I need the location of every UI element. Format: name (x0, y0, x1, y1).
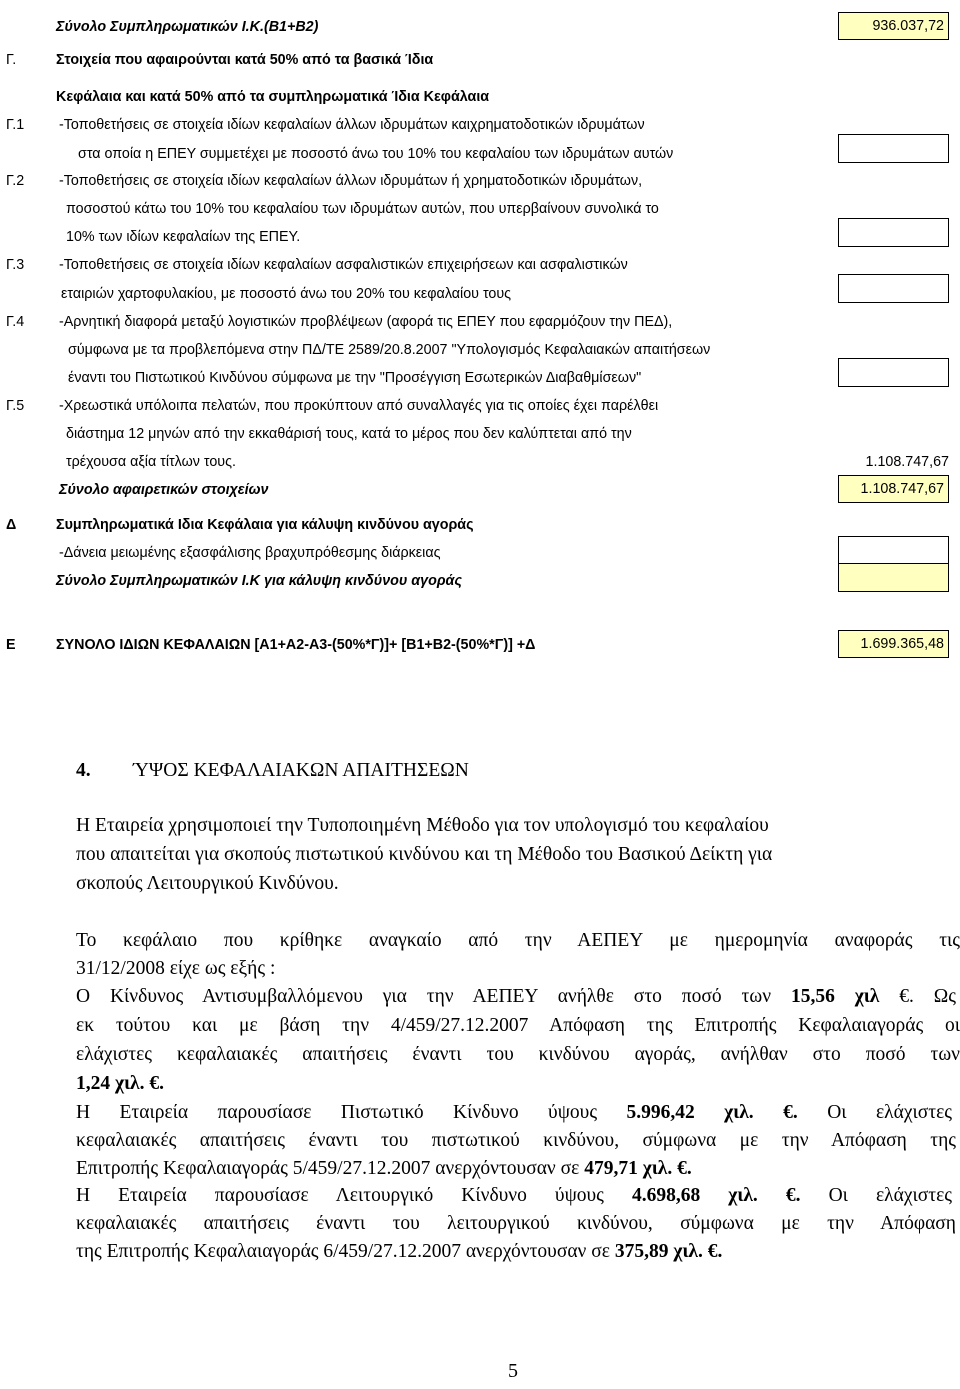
g1-code: Γ.1 (6, 117, 25, 133)
market-risk-line1: εκ τούτου και με βάση την 4/459/27.12.2007 Απόφαση της Επιτροπής Κεφαλαιαγοράς οι (76, 1015, 960, 1036)
credit-risk-text: Ο Κίνδυνος Αντισυμβαλλόμενου για την ΑΕΠΕΥ ανήλθε στο ποσό των (76, 986, 791, 1007)
section-d-code: Δ (6, 517, 17, 533)
op-risk-line1 (76, 1182, 952, 1210)
g5-code: Γ.5 (6, 398, 25, 414)
g2-line2: ποσοστού κάτω του 10% του κεφαλαίου των ιδρυμάτων αυτών, που υπερβαίνουν συνολικά το (66, 201, 659, 217)
g4-line3: έναντι του Πιστωτικού Κινδύνου σύμφωνα με την "Προσέγγιση Εσωτερικών Διαβαθμίσεων" (68, 370, 642, 386)
section-e-value: 1.699.365,48 (838, 630, 949, 658)
total-supplementary-label: Σύνολο Συμπληρωματικών Ι.Κ.(Β1+Β2) (56, 19, 319, 35)
g5-line2: διάστημα 12 μηνών από την εκκαθάρισή τους, κατά το μέρος που δεν καλύπτεται από την (66, 426, 632, 442)
credit-risk-post: €. Ως (899, 986, 957, 1007)
op-risk-amount: 4.698,68 χιλ. €. (631, 1185, 801, 1206)
g2-line3: 10% των ιδίων κεφαλαίων της ΕΠΕΥ. (66, 229, 301, 245)
op-risk-requirement: 375,89 χιλ. €. (614, 1241, 723, 1262)
section-d-total-label: Σύνολο Συμπληρωματικών Ι.Κ για κάλυψη κινδύνου αγοράς (56, 573, 462, 589)
section-d-title: Συμπληρωματικά Ιδια Κεφάλαια για κάλυψη κινδύνου αγοράς (56, 517, 474, 533)
g3-line2: εταιριών χαρτοφυλακίου, με ποσοστό άνω του 20% του κεφαλαίου τους (61, 286, 512, 302)
credit-risk-line (76, 983, 956, 1011)
total-deductions-label: Σύνολο αφαιρετικών στοιχείων (59, 482, 269, 498)
section4-number: 4. (76, 760, 91, 781)
g2-line1: -Τοποθετήσεις σε στοιχεία ιδίων κεφαλαίων άλλων ιδρυμάτων ή χρηματοδοτικών ιδρυμάτων, (59, 173, 643, 189)
op-risk-post: Οι ελάχιστες (800, 1185, 952, 1206)
section-d-loans: -Δάνεια μειωμένης εξασφάλισης βραχυπρόθεσμης διάρκειας (59, 545, 441, 561)
credit-capital-line3-text: Επιτροπής Κεφαλαιαγοράς 5/459/27.12.2007 ανερχόντουσαν σε (76, 1158, 585, 1179)
section-d-loans-cell (838, 536, 949, 565)
section4-heading: ΎΨΟΣ ΚΕΦΑΛΑΙΑΚΩΝ ΑΠΑΙΤΗΣΕΩΝ (133, 760, 469, 781)
section-d-total-cell (838, 563, 949, 592)
op-risk-line3-text: της Επιτροπής Κεφαλαιαγοράς 6/459/27.12.2007 ανερχόντουσαν σε (76, 1241, 615, 1262)
section-g-code: Γ. (6, 52, 17, 68)
para2-line2: 31/12/2008 είχε ως εξής : (76, 958, 276, 979)
g2-value-cell (838, 218, 949, 247)
g4-value-cell (838, 358, 949, 387)
op-risk-line2: κεφαλαιακές απαιτήσεις έναντι του λειτουργικού κινδύνου, σύμφωνα με την Απόφαση (76, 1213, 956, 1234)
para1-line3: σκοπούς Λειτουργικού Κινδύνου. (76, 873, 339, 894)
credit-capital-post: Οι ελάχιστες (797, 1102, 952, 1123)
g4-line2: σύμφωνα με τα προβλεπόμενα στην ΠΔ/ΤΕ 2589/20.8.2007 "Υπολογισμός Κεφαλαιακών απαιτήσεων (68, 342, 711, 358)
credit-capital-requirement: 479,71 χιλ. €. (584, 1158, 692, 1179)
market-risk-amount: 1,24 χιλ. €. (76, 1073, 165, 1094)
credit-capital-line1 (76, 1099, 952, 1127)
g4-line1: -Αρνητική διαφορά μεταξύ λογιστικών προβλέψεων (αφορά τις ΕΠΕΥ που εφαρμόζουν την ΠΕΔ), (59, 314, 673, 330)
credit-risk-amount: 15,56 χιλ (790, 986, 880, 1007)
para2-line1: Το κεφάλαιο που κρίθηκε αναγκαίο από την ΑΕΠΕΥ με ημερομηνία αναφοράς τις (76, 930, 960, 951)
section-g-title-line2: Κεφάλαια και κατά 50% από τα συμπληρωματικά Ίδια Κεφάλαια (56, 89, 490, 105)
section-e-title: ΣΥΝΟΛΟ ΙΔΙΩΝ ΚΕΦΑΛΑΙΩΝ [Α1+Α2-Α3-(50%*Γ)]+ [Β1+Β2-(50%*Γ)] +Δ (56, 637, 536, 653)
para1-line1: Η Εταιρεία χρησιμοποιεί την Τυποποιημένη Μέθοδο για τον υπολογισμό του κεφαλαίου (76, 815, 769, 836)
credit-capital-text: Η Εταιρεία παρουσίασε Πιστωτικό Κίνδυνο ύψους (76, 1102, 627, 1123)
market-risk-line2: ελάχιστες κεφαλαιακές απαιτήσεις έναντι του κινδύνου αγοράς, ανήλθαν στο ποσό των (76, 1044, 960, 1065)
g5-line3: τρέχουσα αξία τίτλων τους. (66, 454, 236, 470)
g1-line1: -Τοποθετήσεις σε στοιχεία ιδίων κεφαλαίων άλλων ιδρυμάτων καιχρηματοδοτικών ιδρυμάτων (59, 117, 645, 133)
g1-line2: στα οποία η ΕΠΕΥ συμμετέχει με ποσοστό άνω του 10% του κεφαλαίου των ιδρυμάτων αυτών (78, 146, 674, 162)
g3-line1: -Τοποθετήσεις σε στοιχεία ιδίων κεφαλαίων ασφαλιστικών επιχειρήσεων και ασφαλιστικών (59, 257, 628, 273)
g3-code: Γ.3 (6, 257, 25, 273)
credit-capital-line3 (76, 1155, 692, 1183)
g5-value: 1.108.747,67 (865, 454, 949, 470)
g3-value-cell (838, 274, 949, 303)
page-number: 5 (508, 1360, 518, 1382)
total-supplementary-value: 936.037,72 (838, 12, 949, 40)
g2-code: Γ.2 (6, 173, 25, 189)
section-g-title-line1: Στοιχεία που αφαιρούνται κατά 50% από τα βασικά Ίδια (56, 52, 434, 68)
credit-capital-line2: κεφαλαιακές απαιτήσεις έναντι του πιστωτικού κινδύνου, σύμφωνα με την Απόφαση της (76, 1130, 956, 1151)
g1-value-cell (838, 134, 949, 163)
g5-line1: -Χρεωστικά υπόλοιπα πελατών, που προκύπτουν από συναλλαγές για τις οποίες έχει παρέλθει (59, 398, 659, 414)
op-risk-text: Η Εταιρεία παρουσίασε Λειτουργικό Κίνδυνο ύψους (76, 1185, 632, 1206)
para1-line2: που απαιτείται για σκοπούς πιστωτικού κινδύνου και τη Μέθοδο του Βασικού Δείκτη για (76, 844, 773, 865)
g4-code: Γ.4 (6, 314, 25, 330)
section-e-code: Ε (6, 637, 16, 653)
credit-capital-amount: 5.996,42 χιλ. €. (626, 1102, 798, 1123)
op-risk-line3 (76, 1238, 722, 1266)
total-deductions-value: 1.108.747,67 (838, 475, 949, 503)
